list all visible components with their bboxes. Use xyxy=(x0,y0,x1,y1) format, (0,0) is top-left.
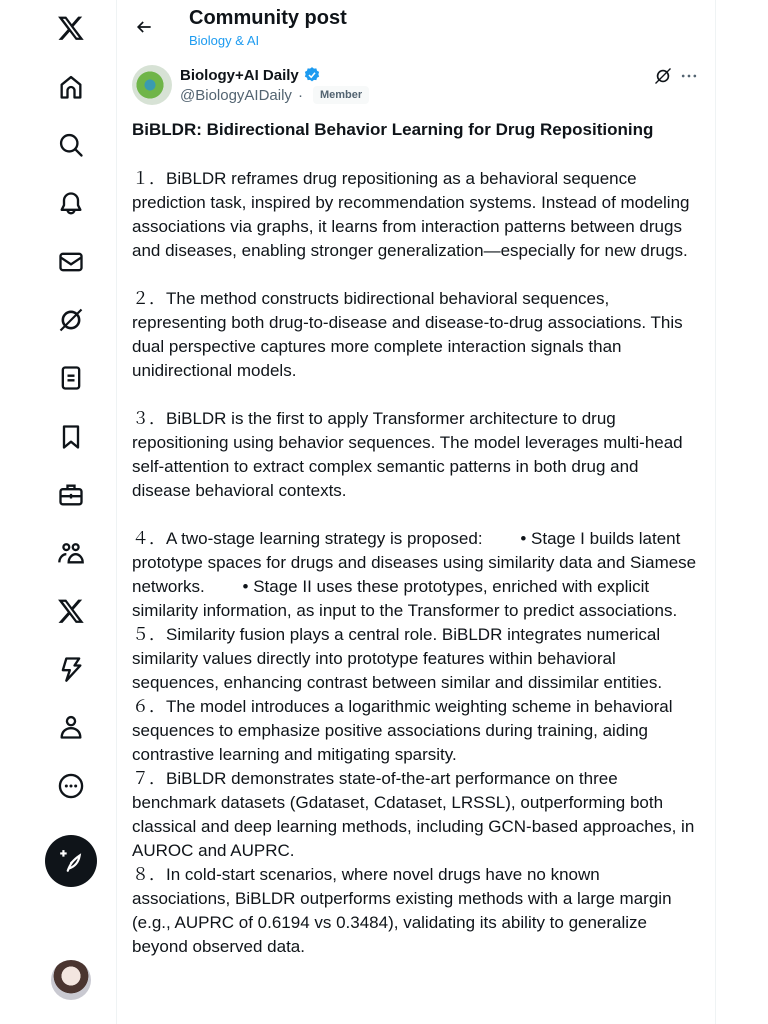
sidebar-item-premium[interactable] xyxy=(43,583,99,639)
author-handle[interactable]: @BiologyAIDaily xyxy=(180,86,292,104)
post-paragraph-2: ２．The method constructs bidirectional behavioral sequences, representing both drug-to-disease and disease-to-drug associations. This dual perspective captures more complete interaction signals than unidirectional models. xyxy=(132,289,688,380)
briefcase-icon xyxy=(57,481,85,509)
sidebar-item-explore[interactable] xyxy=(43,117,99,173)
search-icon xyxy=(57,131,85,159)
author-handle-row xyxy=(180,86,369,104)
x-logo-icon xyxy=(57,14,85,42)
post-paragraph-8: ８．In cold-start scenarios, where novel drugs have no known associations, BiBLDR outperforms existing methods with a large margin (e.g., AUPRC of 0.6194 vs 0.3484), validating its ability to generalize beyond observed data. xyxy=(132,865,677,956)
home-icon xyxy=(57,73,85,101)
post-paragraph-5: ５．Similarity fusion plays a central role. BiBLDR integrates numerical similarity values directly into prototype features within behavioral sequences, enhancing contrast between similar and dissimilar entities. xyxy=(132,625,665,692)
post-title: BiBLDR: Bidirectional Behavior Learning for Drug Repositioning xyxy=(132,120,654,139)
more-options-button[interactable] xyxy=(677,64,701,88)
author-name[interactable]: Biology+AI Daily xyxy=(180,66,299,84)
more-horizontal-icon xyxy=(679,66,699,86)
x-logo-link[interactable] xyxy=(43,0,99,56)
post-paragraph-1: １．BiBLDR reframes drug repositioning as a behavioral sequence prediction task, inspired by recommendation systems. Instead of modeling associations via graphs, it learns from interaction patterns between drugs and diseases, enabling stronger generalization—especially for new drugs. xyxy=(132,169,695,260)
sidebar-nav xyxy=(0,0,116,1024)
sidebar-item-bookmarks[interactable] xyxy=(43,409,99,465)
member-badge: Member xyxy=(313,86,369,104)
author-avatar[interactable] xyxy=(132,65,172,105)
page-title: Community post xyxy=(189,7,347,29)
sidebar-item-jobs[interactable] xyxy=(43,467,99,523)
bell-icon xyxy=(57,190,85,218)
sidebar-item-home[interactable] xyxy=(43,59,99,115)
account-avatar[interactable] xyxy=(51,960,91,1000)
sidebar-item-notifications[interactable] xyxy=(43,176,99,232)
sidebar-item-verified-orgs[interactable] xyxy=(43,641,99,697)
sidebar-item-profile[interactable] xyxy=(43,699,99,755)
sidebar-item-lists[interactable] xyxy=(43,350,99,406)
grok-icon xyxy=(57,306,85,334)
more-circle-icon xyxy=(57,772,85,800)
mail-icon xyxy=(57,248,85,276)
main-column xyxy=(116,0,716,1024)
grok-icon xyxy=(653,66,673,86)
sidebar-item-grok[interactable] xyxy=(43,292,99,348)
communities-icon xyxy=(57,539,85,567)
grok-explain-button[interactable] xyxy=(651,64,675,88)
sidebar-item-more[interactable] xyxy=(43,758,99,814)
post-body xyxy=(132,167,700,959)
post-paragraph-4: ４．A two-stage learning strategy is proposed: • Stage I builds latent prototype spaces for drugs and diseases using similarity data and Siamese networks. • Stage II uses these prototypes, enriched with explicit similarity information, as input to the Transformer to predict associations. xyxy=(132,529,701,620)
sidebar-item-communities[interactable] xyxy=(43,525,99,581)
compose-feather-icon xyxy=(58,848,84,874)
verified-badge-icon xyxy=(303,66,321,84)
post-paragraph-7: ７．BiBLDR demonstrates state-of-the-art performance on three benchmark datasets (Gdataset, Cdataset, LRSSL), outperforming both classical and deep learning methods, including GCN-based approaches, in AUROC and AUPRC. xyxy=(132,769,699,860)
post-paragraph-3: ３．BiBLDR is the first to apply Transformer architecture to drug repositioning using behavior sequences. The model leverages multi-head self-attention to extract complex semantic patterns in both drug and disease behavioral contexts. xyxy=(132,409,688,500)
back-button[interactable] xyxy=(127,10,161,44)
author-name-row[interactable] xyxy=(180,66,321,84)
list-icon xyxy=(57,364,85,392)
separator-dot: · xyxy=(297,86,303,104)
post-paragraph-6: ６．The model introduces a logarithmic weighting scheme in behavioral sequences to emphasize positive associations during training, aiding contrastive learning and mitigating sparsity. xyxy=(132,697,678,764)
arrow-left-icon xyxy=(134,17,154,37)
lightning-icon xyxy=(57,655,85,683)
profile-icon xyxy=(57,713,85,741)
sidebar-item-messages[interactable] xyxy=(43,234,99,290)
post-button[interactable] xyxy=(45,835,97,887)
bookmark-icon xyxy=(57,423,85,451)
community-link[interactable]: Biology & AI xyxy=(189,33,260,48)
x-premium-icon xyxy=(57,597,85,625)
